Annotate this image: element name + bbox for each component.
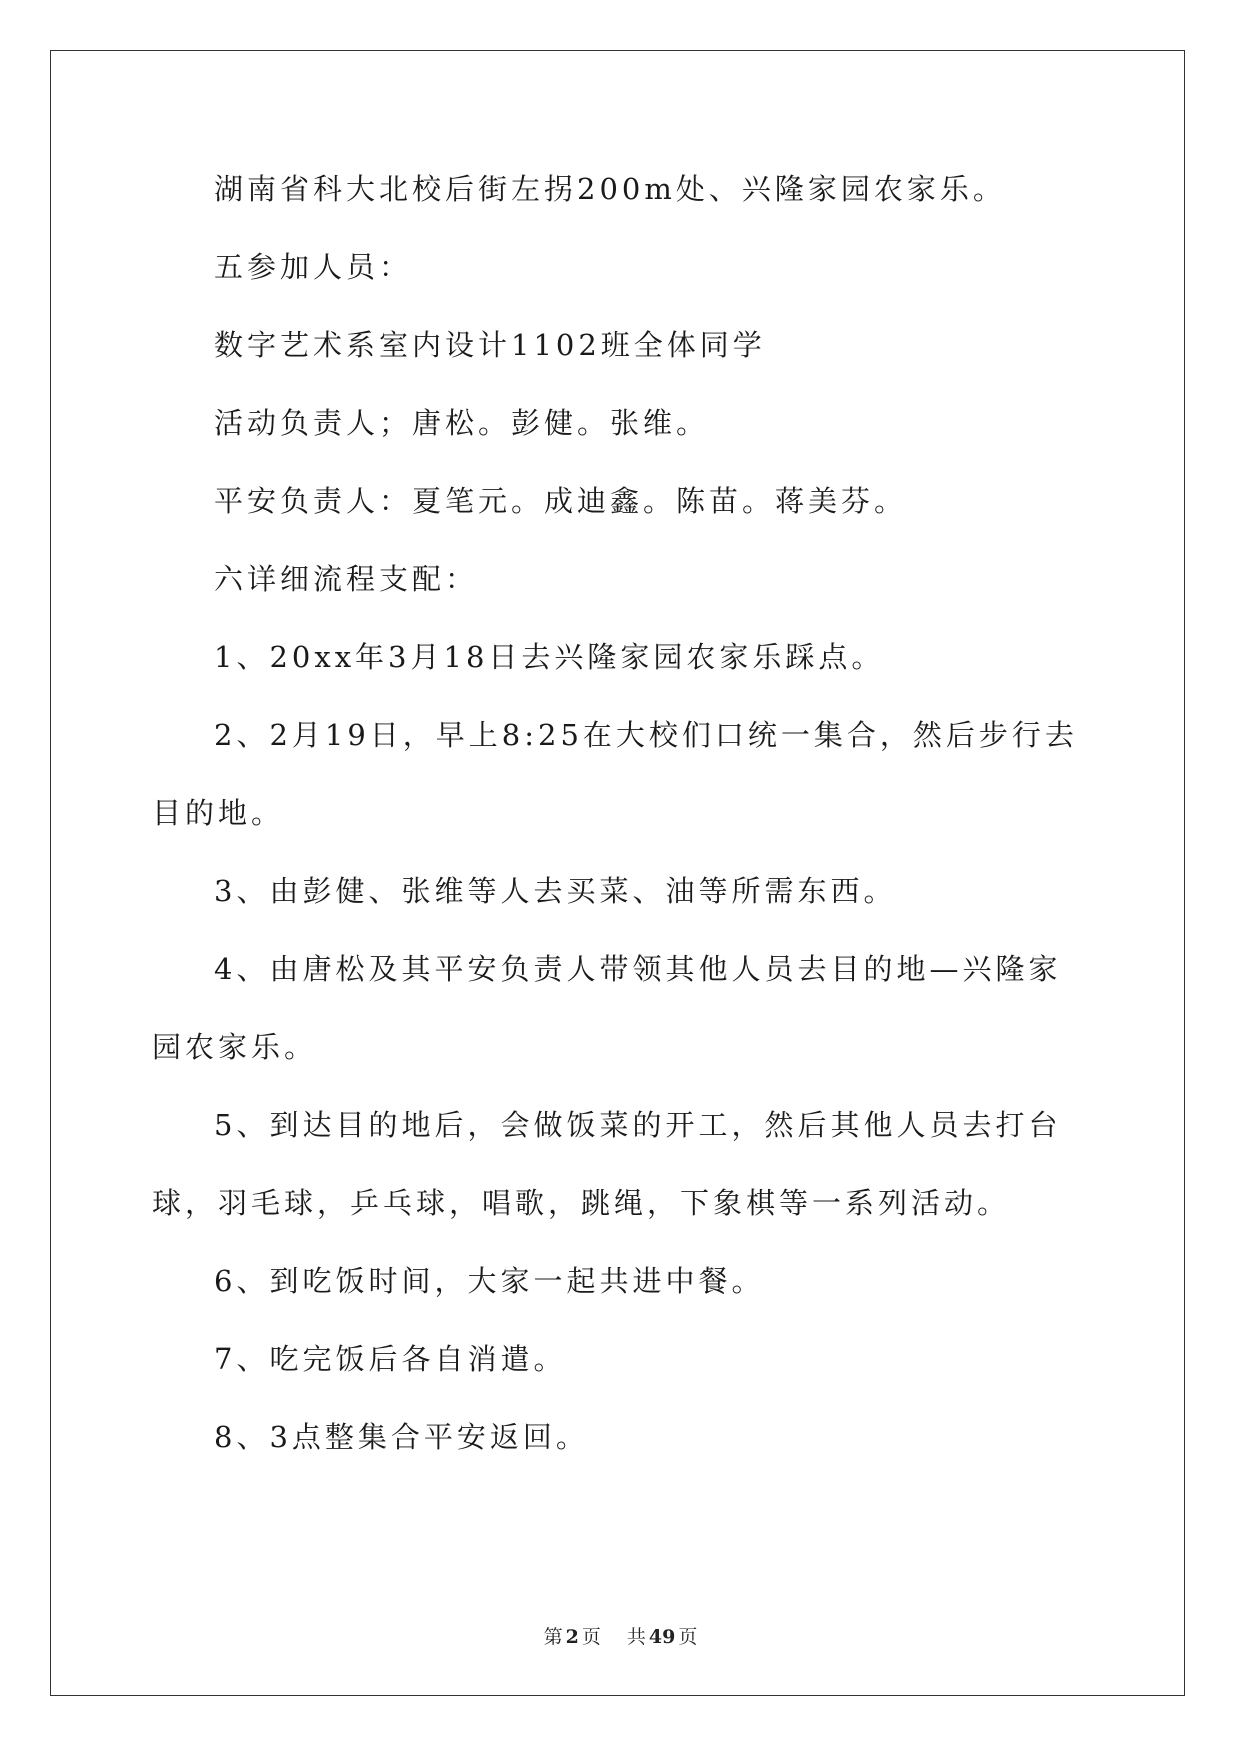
footer-page-number: 2 <box>565 1626 579 1648</box>
schedule-item-7: 7、吃完饭后各自消遣。 <box>214 1342 567 1376</box>
paragraph-safety-leaders: 平安负责人：夏笔元。成迪鑫。陈苗。蒋美芬。 <box>214 484 908 518</box>
schedule-item-5: 5、到达目的地后，会做饭菜的开工，然后其他人员去打台球，羽毛球，乒乓球，唱歌，跳绳，下象棋等一系列活动。 <box>152 1108 1062 1220</box>
heading-participants: 五参加人员： <box>214 250 413 284</box>
footer-page-suffix: 页 <box>581 1626 601 1648</box>
footer-total-pages: 49 <box>648 1626 676 1648</box>
paragraph-activity-leaders: 活动负责人；唐松。彭健。张维。 <box>214 406 710 440</box>
schedule-item-1: 1、20xx年3月18日去兴隆家园农家乐踩点。 <box>214 640 885 674</box>
schedule-item-3: 3、由彭健、张维等人去买菜、油等所需东西。 <box>214 874 897 908</box>
page-footer <box>0 1622 1241 1649</box>
footer-total-prefix: 共 <box>626 1626 646 1648</box>
schedule-item-6: 6、到吃饭时间，大家一起共进中餐。 <box>214 1264 765 1298</box>
paragraph-participants: 数字艺术系室内设计1102班全体同学 <box>214 328 766 362</box>
schedule-item-8: 8、3点整集合平安返回。 <box>214 1420 589 1454</box>
schedule-item-2: 2、2月19日，早上8:25在大校们口统一集合，然后步行去目的地。 <box>152 718 1078 830</box>
schedule-item-4: 4、由唐松及其平安负责人带领其他人员去目的地—兴隆家园农家乐。 <box>152 952 1062 1064</box>
footer-page-prefix: 第 <box>543 1626 563 1648</box>
paragraph-location: 湖南省科大北校后街左拐200m处、兴隆家园农家乐。 <box>214 172 1006 206</box>
document-body <box>152 150 1087 1476</box>
footer-total-suffix: 页 <box>678 1626 698 1648</box>
heading-schedule: 六详细流程支配： <box>214 562 479 596</box>
